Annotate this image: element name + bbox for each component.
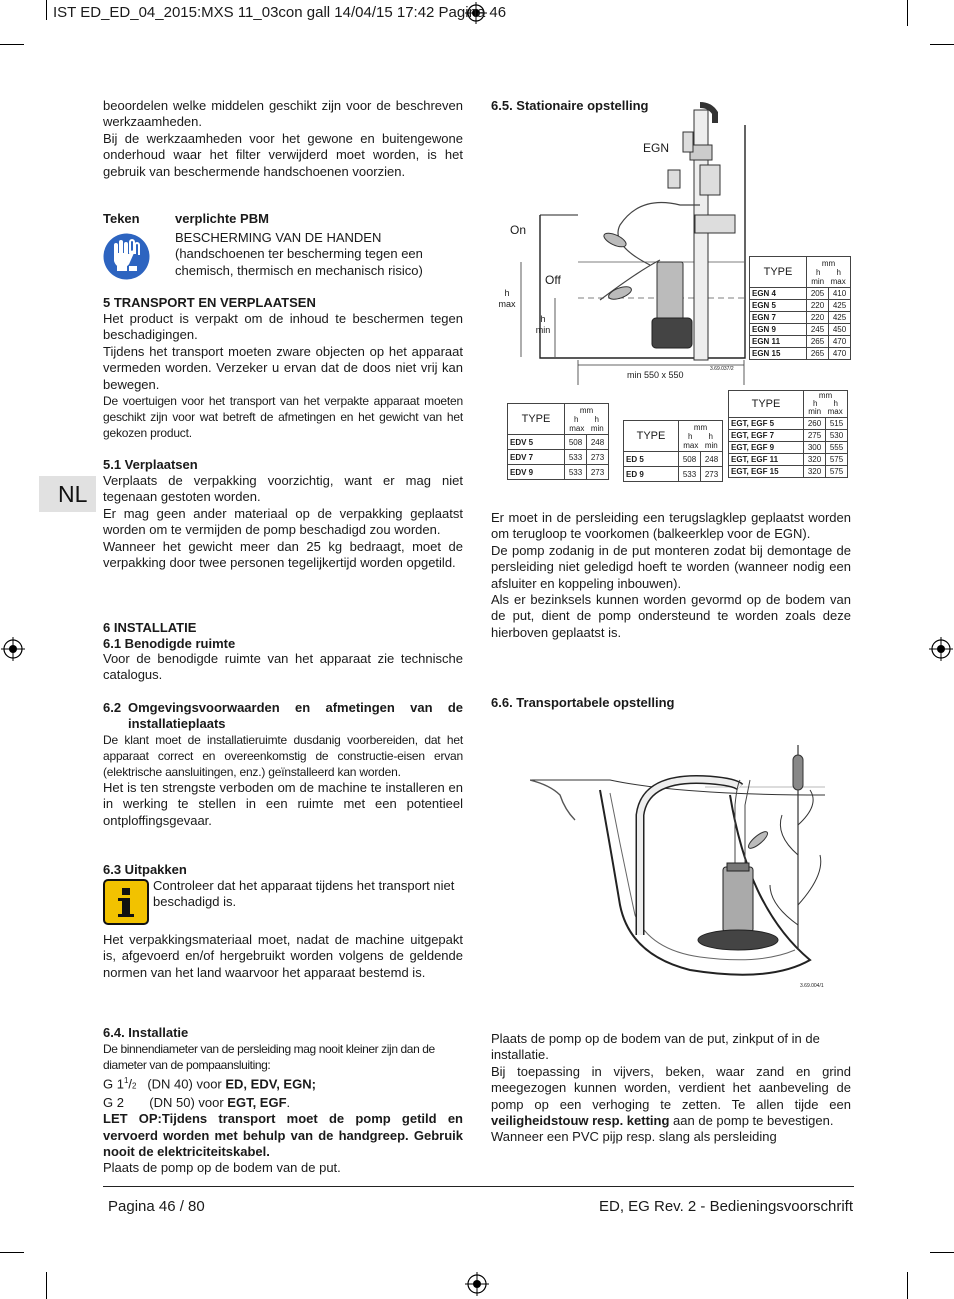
pbm-column-header: verplichte PBM (175, 211, 269, 226)
paragraph: Wanneer een PVC pijp resp. slang als persleiding (491, 1129, 777, 1145)
sign-column-header: Teken (103, 211, 140, 226)
thread-models: ED, EDV, EGN; (225, 1076, 316, 1092)
h-label: h (594, 414, 599, 424)
pit-dimension-label: min 550 x 550 (627, 370, 684, 380)
value-cell: 220 (807, 312, 829, 324)
section-6-2-text (103, 732, 463, 829)
value-cell: 450 (829, 324, 851, 336)
value-cell: 470 (829, 336, 851, 348)
value-cell: 275 (804, 430, 826, 442)
pbm-title: BESCHERMING VAN DE HANDEN (175, 230, 382, 245)
section-title: 5 TRANSPORT EN VERPLAATSEN (103, 295, 316, 310)
min-label: min (811, 276, 825, 286)
label-line: h (540, 314, 546, 324)
value-cell: 300 (804, 442, 826, 454)
page-number: Pagina 46 / 80 (108, 1198, 205, 1215)
crop-mark (907, 1272, 908, 1299)
label-line: h (504, 288, 510, 298)
paragraph: Plaats de pomp op de bodem van de put. (103, 1160, 341, 1176)
model-cell: EGN 9 (750, 324, 807, 336)
footer-rule (103, 1186, 854, 1187)
table-row (750, 300, 851, 312)
pbm-description: (handschoenen ter bescherming tegen een chemisch, thermisch en mechanisch risico) (175, 246, 423, 278)
value-cell: 555 (826, 442, 848, 454)
min-label: min (590, 423, 604, 433)
value-cell: 273 (587, 465, 609, 480)
section-6-5-text (491, 510, 851, 641)
h-label: h (836, 267, 841, 277)
info-icon (103, 879, 149, 925)
language-tab-label: NL (58, 481, 88, 507)
model-cell: EGN 4 (750, 288, 807, 300)
unit-label: mm (821, 258, 836, 268)
value-cell: 533 (565, 465, 587, 480)
fraction-top: 1 (123, 1076, 129, 1085)
max-label: max (830, 276, 846, 286)
h-label: h (574, 414, 579, 424)
section-5-1-text (103, 473, 463, 571)
crop-mark (0, 1252, 24, 1253)
section-title: 6 INSTALLATIE (103, 620, 197, 635)
thread-size-line: G $1^1/2$ (DN 40) voor ED, EDV, EGN; (103, 1076, 316, 1092)
value-cell: 245 (807, 324, 829, 336)
value-cell: 265 (807, 348, 829, 360)
section-5-text (103, 311, 463, 441)
paragraph: De pomp zodanig in de put monteren zodat bij demontage de persleiding niet geledigd hoeft te worden (wanneer nodig een afsluiter en koppeling inbouwen). (491, 542, 851, 591)
language-tab (39, 476, 96, 512)
paragraph: Tijdens het transport moeten zware objecten op het apparaat vermeden worden. Verzeker u ervan dat de doos niet vrij kan bewegen. (103, 343, 463, 392)
table-row (750, 312, 851, 324)
section-title: 6.1 Benodigde ruimte (103, 636, 236, 651)
fraction-bottom: 2 (132, 1081, 137, 1091)
table-header-type: TYPE (750, 257, 807, 288)
paragraph: Het is ten strengste verboden om de machine te installeren en in werking te stellen in een ruimte met een potentieel ontploffingsgevaar. (103, 780, 463, 828)
registration-mark-icon (1, 637, 25, 661)
h-min-label (534, 314, 552, 336)
h-label: h (816, 267, 821, 277)
section-title: 5.1 Verplaatsen (103, 457, 198, 472)
label-line: min (535, 325, 551, 335)
thread-size-line (103, 1095, 463, 1111)
value-cell: 575 (826, 466, 848, 478)
value-cell: 508 (679, 452, 701, 467)
on-label: On (510, 223, 527, 237)
min-label: min (808, 407, 822, 416)
stationary-installation-figure (495, 100, 755, 385)
paragraph: Er mag geen ander materiaal op de verpakking geplaatst worden om te vermijden de pomp beschadigd zou worden. (103, 505, 463, 538)
value-cell: 320 (804, 454, 826, 466)
minmax-row (680, 441, 721, 450)
section-title: 6.6. Transportabele opstelling (491, 695, 675, 710)
unit-label: mm (818, 391, 833, 400)
h-row (680, 432, 721, 441)
table-row (624, 452, 723, 467)
protective-gloves-icon (103, 233, 150, 280)
intro-text (103, 98, 463, 180)
value-cell: 220 (807, 300, 829, 312)
max-label: max (569, 423, 585, 433)
unit-label: mm (693, 422, 708, 432)
print-slug: IST ED_ED_04_2015:MXS 11_03con gall 14/04/15 17:42 Pagina 46 (53, 4, 507, 21)
table-row (729, 454, 848, 466)
model-cell: EDV 7 (508, 450, 565, 465)
table-row (508, 435, 609, 450)
figure-code: 3.69.037/2 (710, 366, 734, 372)
warning-paragraph: LET OP:Tijdens transport moet de pomp getild en vervoerd worden met behulp van de handgreep. Gebruik nooit de elektriciteitskabel. (103, 1111, 463, 1159)
h-row (808, 268, 849, 277)
h-max-label (498, 288, 516, 310)
model-cell: EGT, EGF 15 (729, 466, 804, 478)
crop-mark (46, 1272, 47, 1299)
value-cell: 425 (829, 312, 851, 324)
model-cell: EGN 5 (750, 300, 807, 312)
h-label: h (833, 399, 838, 408)
value-cell: 248 (587, 435, 609, 450)
model-cell: ED 9 (624, 467, 679, 482)
paragraph: Er moet in de persleiding een terugslagklep geplaatst worden om terugloop te voorkomen (balkeerklep voor de EGN). (491, 510, 851, 542)
crop-mark (46, 0, 47, 20)
table-row (508, 450, 609, 465)
thread-text: (DN 40) voor (147, 1076, 226, 1092)
crop-mark (907, 0, 908, 26)
section-6-6-text (491, 1031, 851, 1146)
paragraph: Bij de werkzaamheden voor het gewone en buitengewone onderhoud waar het filter verwijderd moet worden, is het gebruik van beschermende handschoenen voorzien. (103, 130, 463, 179)
section-number: 6.2 (103, 700, 122, 715)
document-title: ED, EG Rev. 2 - Bedieningsvoorschrift (599, 1198, 853, 1215)
max-label: max (827, 407, 843, 416)
paragraph: Het product is verpakt om de inhoud te beschermen tegen beschadigingen. (103, 311, 463, 343)
section-heading: Omgevingsvoorwaarden en afmetingen van de installatieplaats (128, 700, 463, 731)
paragraph: Voor de benodigde ruimte van het apparaat zie technische catalogus. (103, 651, 463, 683)
text-run: aan de pomp te bevestigen. (669, 1113, 834, 1129)
table-header-mm (807, 257, 851, 288)
table-row (729, 442, 848, 454)
edv-dimension-table (507, 403, 609, 480)
registration-mark-icon (465, 1272, 489, 1296)
table-row (729, 430, 848, 442)
section-6-3-text: Het verpakkingsmateriaal moet, nadat de machine uitgepakt is, afgevoerd en/of hergebruikt worden volgens de geldende normen van het land waarvoor het apparaat bestemd is. (103, 932, 463, 980)
min-label: min (704, 440, 718, 450)
value-cell: 508 (565, 435, 587, 450)
value-cell: 533 (679, 467, 701, 482)
value-cell: 248 (701, 452, 723, 467)
h-label: h (813, 399, 818, 408)
table-row (750, 348, 851, 360)
thread-label: G 2 (103, 1094, 124, 1110)
value-cell: 515 (826, 418, 848, 430)
table-header-type: TYPE (729, 391, 804, 418)
section-title: 6.4. Installatie (103, 1025, 189, 1040)
table-header-mm (804, 391, 848, 418)
table-header-mm (565, 404, 609, 435)
pbm-block (175, 230, 463, 279)
model-cell: EGN 11 (750, 336, 807, 348)
value-cell: 273 (701, 467, 723, 482)
model-cell: EGT, EGF 9 (729, 442, 804, 454)
table-header-mm (679, 421, 723, 452)
value-cell: 530 (826, 430, 848, 442)
table-row (624, 467, 723, 482)
egn-label: EGN (643, 141, 670, 155)
section-title (103, 700, 463, 732)
value-cell: 533 (565, 450, 587, 465)
off-label: Off (545, 273, 561, 287)
model-cell: EDV 9 (508, 465, 565, 480)
paragraph: De voertuigen voor het transport van het verpakte apparaat moeten geschikt zijn voor wat betreft de afmetingen en het gewicht van het gekozen product. (103, 394, 463, 441)
h-row (566, 415, 607, 424)
registration-mark-icon (929, 637, 953, 661)
table-row (750, 336, 851, 348)
punctuation: . (286, 1094, 291, 1110)
value-cell: 575 (826, 454, 848, 466)
paragraph (491, 1064, 851, 1130)
egn-dimension-table (749, 256, 851, 360)
table-row (729, 418, 848, 430)
model-cell: EGT, EGF 11 (729, 454, 804, 466)
text-run: Bij toepassing in vijvers, beken, waar zand en grind meegezogen kunnen worden, verdient het aanbeveling de pomp op een verhoging te zetten. Te allen tijde een (491, 1063, 851, 1112)
value-cell: 273 (587, 450, 609, 465)
paragraph: Als er bezinksels kunnen worden gevormd op de bodem van de put, dient de pomp ondersteund te worden zoals deze hierboven geplaatst is. (491, 592, 851, 640)
table-row (508, 465, 609, 480)
figure-code: 3.69.004/1 (800, 983, 824, 989)
value-cell: 265 (807, 336, 829, 348)
value-cell: 425 (829, 300, 851, 312)
model-cell: EGN 15 (750, 348, 807, 360)
model-cell: ED 5 (624, 452, 679, 467)
table-row (750, 324, 851, 336)
label-line: max (498, 299, 516, 309)
value-cell: 470 (829, 348, 851, 360)
minmax-row (808, 277, 849, 286)
section-title: 6.3 Uitpakken (103, 862, 187, 877)
value-cell: 320 (804, 466, 826, 478)
table-header-type: TYPE (508, 404, 565, 435)
paragraph: Wanneer het gewicht meer dan 25 kg bedraagt, moet de verpakking door twee personen tegelijkertijd worden opgetild. (103, 538, 463, 571)
paragraph: beoordelen welke middelen geschikt zijn voor de beschreven werkzaamheden. (103, 98, 463, 130)
h-label: h (708, 431, 713, 441)
table-header-type: TYPE (624, 421, 679, 452)
crop-mark (0, 44, 24, 45)
thread-models: EGT, EGF (227, 1094, 287, 1110)
section-title: 6.5. Stationaire opstelling (491, 98, 649, 113)
bold-text-run: veiligheidstouw resp. ketting (491, 1113, 670, 1129)
crop-mark (930, 44, 954, 45)
unpack-check-text: Controleer dat het apparaat tijdens het transport niet beschadigd is. (153, 878, 455, 910)
model-cell: EGT, EGF 7 (729, 430, 804, 442)
paragraph: De klant moet de installatieruimte dusdanig voorbereiden, dat het apparaat correct en overeenkomstig de constructie-eisen ervan (elektrische aansluitingen, enz.) geïnstalleerd kan worden. (103, 733, 463, 779)
thread-label: G 1 (103, 1076, 124, 1092)
h-label: h (688, 431, 693, 441)
paragraph: De binnendiameter van de persleiding mag nooit kleiner zijn dan de diameter van de pompaansluiting: (103, 1042, 435, 1072)
value-cell: 205 (807, 288, 829, 300)
paragraph: Verplaats de verpakking voorzichtig, want er mag niet tegenaan gestoten worden. (103, 473, 463, 505)
thread-text: (DN 50) voor (149, 1094, 228, 1110)
table-row (729, 466, 848, 478)
minmax-row (805, 408, 846, 416)
model-cell: EGT, EGF 5 (729, 418, 804, 430)
portable-installation-figure (530, 735, 830, 990)
unit-label: mm (579, 405, 594, 415)
section-6-1-text (103, 651, 463, 684)
table-row (750, 288, 851, 300)
value-cell: 260 (804, 418, 826, 430)
egt-egf-dimension-table (728, 390, 848, 478)
crop-mark (930, 1252, 954, 1253)
ed-dimension-table (623, 420, 723, 482)
paragraph: Plaats de pomp op de bodem van de put, zinkput of in de installatie. (491, 1031, 820, 1063)
model-cell: EGN 7 (750, 312, 807, 324)
minmax-row (566, 424, 607, 433)
value-cell: 410 (829, 288, 851, 300)
model-cell: EDV 5 (508, 435, 565, 450)
section-6-4-text (103, 1041, 463, 1177)
max-label: max (683, 440, 699, 450)
